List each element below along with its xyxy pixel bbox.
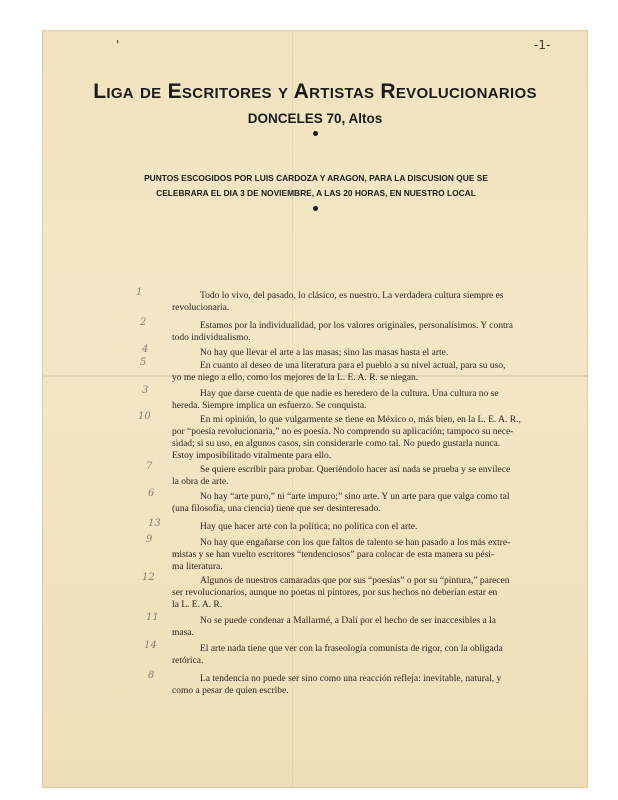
organization-address: DONCELES 70, Altos xyxy=(247,111,383,126)
paragraph xyxy=(172,360,552,384)
paragraph-line: La tendencia no puede ser sino como una reacción refleja: inevitable, natural, y xyxy=(200,674,502,684)
margin-note: 12 xyxy=(142,572,155,583)
paragraph-line: En mi opinión, lo que vulgarmente se tiene en México o, más bien, en la L. E. A. R., xyxy=(200,415,521,425)
paragraph-line: ma literatura. xyxy=(172,562,223,572)
margin-note: 14 xyxy=(144,640,157,651)
paragraph-line: Se quiere escribir para probar. Queriéndolo hacer así nada se prueba y se envilece xyxy=(200,465,511,475)
document-page xyxy=(42,30,588,788)
margin-note: 6 xyxy=(148,488,155,499)
paragraph xyxy=(172,347,552,359)
subtitle-line: CELEBRARA EL DIA 3 DE NOVIEMBRE, A LAS 20 HORAS, EN NUESTRO LOCAL xyxy=(156,188,476,198)
subtitle-block xyxy=(126,171,506,201)
paragraph-line: retórica. xyxy=(172,656,204,666)
paragraph xyxy=(172,537,552,573)
paragraph-line: la obra de arte. xyxy=(172,477,229,487)
paragraph xyxy=(172,643,552,667)
paragraph xyxy=(172,320,552,344)
bullet-dot-icon xyxy=(313,131,318,136)
paragraph xyxy=(172,521,552,533)
paragraph-line: masa. xyxy=(172,628,194,638)
paragraph xyxy=(172,615,552,639)
paragraph-line: (una filosofía, una ciencia) tiene que ser desinteresado. xyxy=(172,504,381,514)
margin-note: 3 xyxy=(142,385,149,396)
margin-note: 8 xyxy=(148,670,155,681)
paragraph-line: por “poesía revolucionaria,” no es poesía. No comprendo su aplicación; tampoco su nece- xyxy=(172,427,514,437)
paragraph-line: No hay que llevar el arte a las masas; sino las masas hasta el arte. xyxy=(200,348,449,358)
paragraph-line: mistas y se han vuelto escritores “tendenciosos” para colocar de esta manera su pési- xyxy=(172,550,495,560)
margin-note: 1 xyxy=(136,287,143,298)
margin-note: 2 xyxy=(140,317,147,328)
paragraph xyxy=(172,673,552,697)
paragraph-line: todo individualismo. xyxy=(172,333,251,343)
margin-note: 4 xyxy=(142,344,149,355)
margin-note: 11 xyxy=(146,612,159,623)
paragraph xyxy=(172,388,552,412)
paragraph-line: Estoy imposibilitado vitalmente para ello. xyxy=(172,451,332,461)
paragraph-line: Algunos de nuestros camaradas que por sus “poesías” o por su “pintura,” parecen xyxy=(200,576,510,586)
paragraph-line: No se puede condenar a Mallarmé, a Dalí por el hecho de ser inaccesibles a la xyxy=(200,616,496,626)
paragraph-line: No hay “arte puro,” ni “arte impuro;” sino arte. Y un arte para que valga como tal xyxy=(200,492,510,502)
corner-mark-left: ' xyxy=(116,38,120,52)
paragraph xyxy=(172,575,552,611)
paragraph-line: En cuanto al deseo de una literatura para el pueblo a su nivel actual, para su uso, xyxy=(200,361,506,371)
margin-note: 7 xyxy=(146,461,153,472)
paragraph-line: Estamos por la individualidad, por los valores originales, personalísimos. Y contra xyxy=(200,321,513,331)
bullet-dot-icon xyxy=(313,206,318,211)
paragraph-line: Hay que darse cuenta de que nadie es heredero de la cultura. Una cultura no se xyxy=(200,389,499,399)
paragraph xyxy=(172,414,552,462)
margin-note: 9 xyxy=(146,534,153,545)
paragraph xyxy=(172,491,552,515)
paragraph-line: No hay que engañarse con los que faltos de talento se han pasado a los más extre- xyxy=(200,538,511,548)
paragraph-line: Hay que hacer arte con la política; no política con el arte. xyxy=(200,522,418,532)
page-number-mark: -1- xyxy=(534,38,551,52)
margin-note: 10 xyxy=(138,411,151,422)
paragraph-line: revolucionaria. xyxy=(172,303,230,313)
paragraph-line: yo me niego a ello, como los mejores de la L. E. A. R. se niegan. xyxy=(172,373,419,383)
paragraph xyxy=(172,464,552,488)
paragraph-line: como a pesar de quien escribe. xyxy=(172,686,289,696)
subtitle-line: PUNTOS ESCOGIDOS POR LUIS CARDOZA Y ARAGON, PARA LA DISCUSION QUE SE xyxy=(144,173,488,183)
organization-title: Liga de Escritores y Artistas Revolucionarios xyxy=(93,80,537,103)
paragraph-line: hereda. Siempre implica un esfuerzo. Se conquista. xyxy=(172,401,367,411)
paragraph-line: Todo lo vivo, del pasado, lo clásico, es nuestro. La verdadera cultura siempre es xyxy=(200,291,504,301)
paragraph-line: la L. E. A. R. xyxy=(172,600,223,610)
paragraph-line: sidad; si su uso, en algunos casos, sin considerarle como tal. No puedo gustarla nunca. xyxy=(172,439,501,449)
paragraph-line: El arte nada tiene que ver con la fraseología comunista de rigor, con la obligada xyxy=(200,644,503,654)
paragraph-line: ser revolucionarios, aunque no poetas ni pintores, por sus hechos no deberían estar en xyxy=(172,588,498,598)
paragraph xyxy=(172,290,552,314)
margin-note: 5 xyxy=(140,357,147,368)
margin-note: 13 xyxy=(148,518,161,529)
